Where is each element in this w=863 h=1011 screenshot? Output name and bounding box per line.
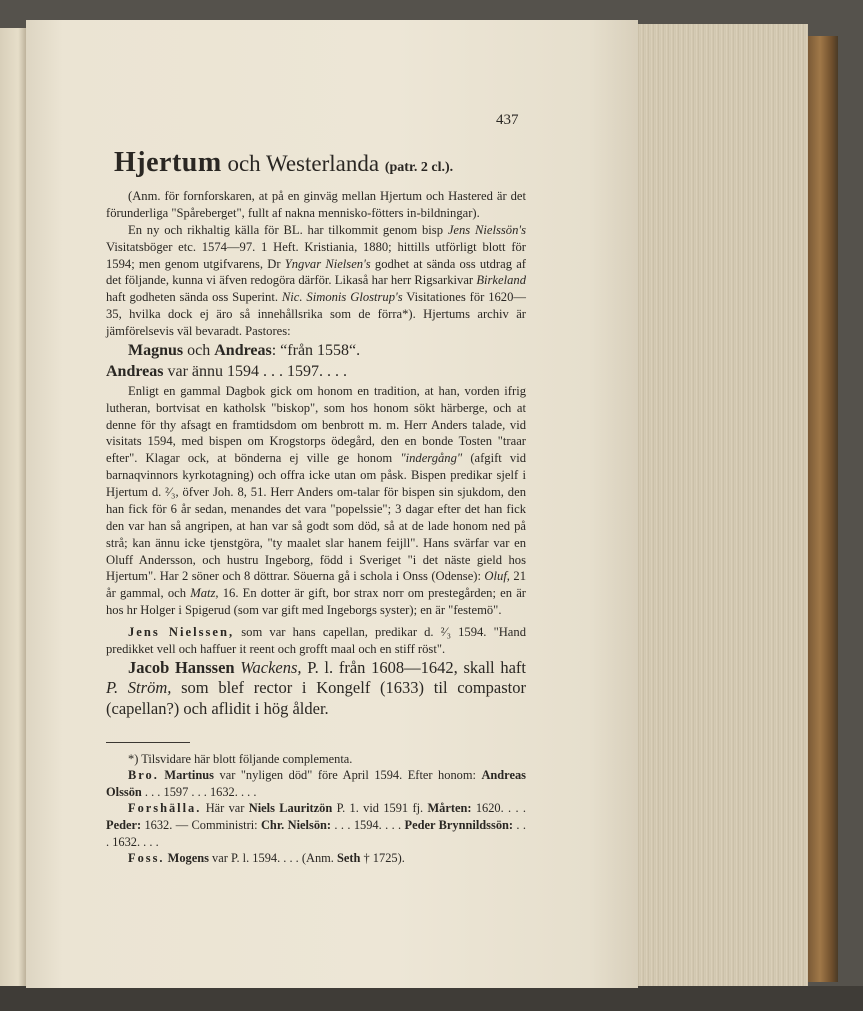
italic-run: Oluf, <box>484 569 510 584</box>
background-cover <box>0 986 863 1011</box>
name-martinus: Martinus <box>164 768 214 783</box>
text-run: † 1725). <box>360 851 405 866</box>
text-run: var P. l. 1594. . . . (Anm. <box>208 851 337 866</box>
name-jacob-hanssen: Jacob Hanssen <box>128 657 241 677</box>
name-magnus: Magnus <box>128 341 184 359</box>
text-run: och <box>183 341 215 359</box>
text-run: som var hans capellan, predikar d. ²⁄₃ 1594. "Hand predikket vell och haffuer it reent och grofft maal och en stiff röst". <box>106 625 526 656</box>
name-niels-lauritzon: Niels Lauritzön <box>248 801 333 816</box>
text-run: var "nyligen död" före April 1594. Efter honom: <box>213 768 482 783</box>
text-run: godhet at sända oss utdrag af det följande, kunna vi äfven redogöra därför. Likaså har herr Rigsarkivar <box>106 256 526 288</box>
text-run: . . . 1594. . . . <box>331 818 405 833</box>
jens-paragraph <box>106 624 526 658</box>
previous-page-edge <box>0 28 26 986</box>
text-run: 16. En dotter är gift, bor strax norr om prestegården; en är hos hr Holger i Spigerud (som var gift med Ingeborgs syster); en är "festemö". <box>106 586 526 618</box>
parish-bro: Bro. <box>128 768 159 783</box>
text-run: P. l. från 1608—1642, skall haft <box>301 657 526 677</box>
text-run: haft godheten sända oss Superint. <box>106 290 282 305</box>
footnote-intro: *) Tilsvidare här blott följande complementa. <box>128 751 353 766</box>
italic-run: Nic. Simonis Glostrup's <box>281 290 403 305</box>
name-peder-brynnildsson: Peder Brynnildssön: <box>404 818 514 833</box>
name-chr-nielson: Chr. Nielsön: <box>260 818 332 833</box>
text-run: (afgift vid barnaqvinnors kyrkotagning) och offra icke utan om påsk. Bispen predikar sjelf i Hjertum d. ²⁄₃, öfver Joh. 8, 51. Herr Anders om-talar för bispen sin sjukdom, den han fick för 6 år sedan, menandes det vara "popelssie"; 3 dagar efter det han fick den var han så angripen, at han var så godt som död, så at de lade honom ned på strå; kan ännu icke tjenstgöra, "ty maalet slar hanem feijll". Hans svärfar var en Oluff Andersson, och hustru Ingeborg, född i Sveriget "i det näste gield hos Hjertum". Har 2 söner och 8 döttrar. Söuerna gå i schola i Onss (Odense): <box>106 451 526 584</box>
text-run: En ny och rikhaltig källa för BL. har tilkommit genom bisp <box>128 222 448 237</box>
heading-class: (patr. 2 cl.). <box>384 160 454 175</box>
text-run: P. 1. vid 1591 fj. <box>332 801 428 816</box>
name-andreas-olsson: Andreas Olssön <box>106 768 526 799</box>
name-andreas: Andreas <box>214 341 272 359</box>
text-run: Visitatsböger etc. 1574—97. 1 Heft. Kristiania, 1880; hittills utförligt blott för 1594; men genom utgifvarens, Dr <box>106 239 526 271</box>
parish-forshalla: Forshälla. <box>128 801 202 816</box>
text-run: : “från 1558“. <box>271 341 361 359</box>
footnote-forshalla <box>106 800 526 850</box>
text-run: . . . 1597 . . . 1632. . . . <box>141 784 257 799</box>
name-marten: Mårten: <box>427 801 472 816</box>
italic-run: Wackens, <box>240 657 302 677</box>
page-number: 437 <box>496 112 519 128</box>
italic-run: P. Ström, <box>106 678 172 698</box>
footnote-bro <box>106 767 526 800</box>
italic-run: Jens Nielssön's <box>447 222 526 237</box>
andreas-dates <box>106 361 526 382</box>
text-run: som blef rector i Kongelf (1633) til compastor (capellan?) och aflidit i hög ålder. <box>106 678 526 718</box>
text-run: Visitationes för 1620—35, hvilka dock ej äro så innehållsrika som de förra*). Hjertums archiv är jämförelsevis väl bevaradt. Pastores: <box>106 290 526 338</box>
parish-foss: Foss. <box>128 851 165 866</box>
book-spine <box>808 36 838 982</box>
source-paragraph <box>106 222 526 340</box>
text-run: 1620. . . . <box>471 801 526 816</box>
footnote-foss <box>106 850 526 867</box>
italic-run: "indergång" <box>400 451 463 466</box>
text-run: . . . 1632. . . . <box>106 818 527 849</box>
name-seth: Seth <box>336 851 361 866</box>
page-heading <box>114 144 453 177</box>
italic-run: Matz, <box>190 586 219 601</box>
pastors-magnus-andreas <box>106 340 526 361</box>
footnotes <box>106 751 526 867</box>
page-block-edges <box>630 24 808 986</box>
heading-annex: och Westerlanda <box>221 151 385 176</box>
italic-run: Birkeland <box>476 273 526 288</box>
text-run: Här var <box>201 801 249 816</box>
text-run: 1632. — Comministri: <box>141 818 261 833</box>
name-andreas-entry: Andreas <box>106 363 164 381</box>
jacob-hanssen-entry <box>106 658 526 720</box>
text-run: 21 år gammal, och <box>106 569 526 601</box>
text-run: var ännu 1594 . . . 1597. . . . <box>163 363 348 381</box>
tradition-paragraph <box>106 383 526 619</box>
name-peder: Peder: <box>106 818 142 833</box>
footnote-divider <box>106 742 190 743</box>
name-jens-nielssen: Jens Nielssen, <box>128 625 235 639</box>
anm-paragraph: (Anm. för fornforskaren, at på en ginväg mellan Hjertum och Hastered är det förunderliga "Spåreberget", fullt af nakna mennisko-fötters in-bildningar). <box>106 189 526 220</box>
page-body <box>106 188 526 867</box>
text-run: Enligt en gammal Dagbok gick om honom en tradition, at han, vorden ifrig lutheran, bortvisat en katholsk "biskop", som hos honom sökt härberge, och at denne för thy afsagt en framtidsdom om benbrott m. m. Herr Anders talade, vid visitats 1594, med bispen om Krogstorps ödegård, den en bonde Tosten "traar efter". Klagar ock, at bönderna ej ville ge honom <box>106 383 526 466</box>
book-page <box>26 20 638 988</box>
italic-run: Yngvar Nielsen's <box>284 256 371 271</box>
name-mogens: Mogens <box>167 851 209 866</box>
heading-parish: Hjertum <box>114 147 222 178</box>
